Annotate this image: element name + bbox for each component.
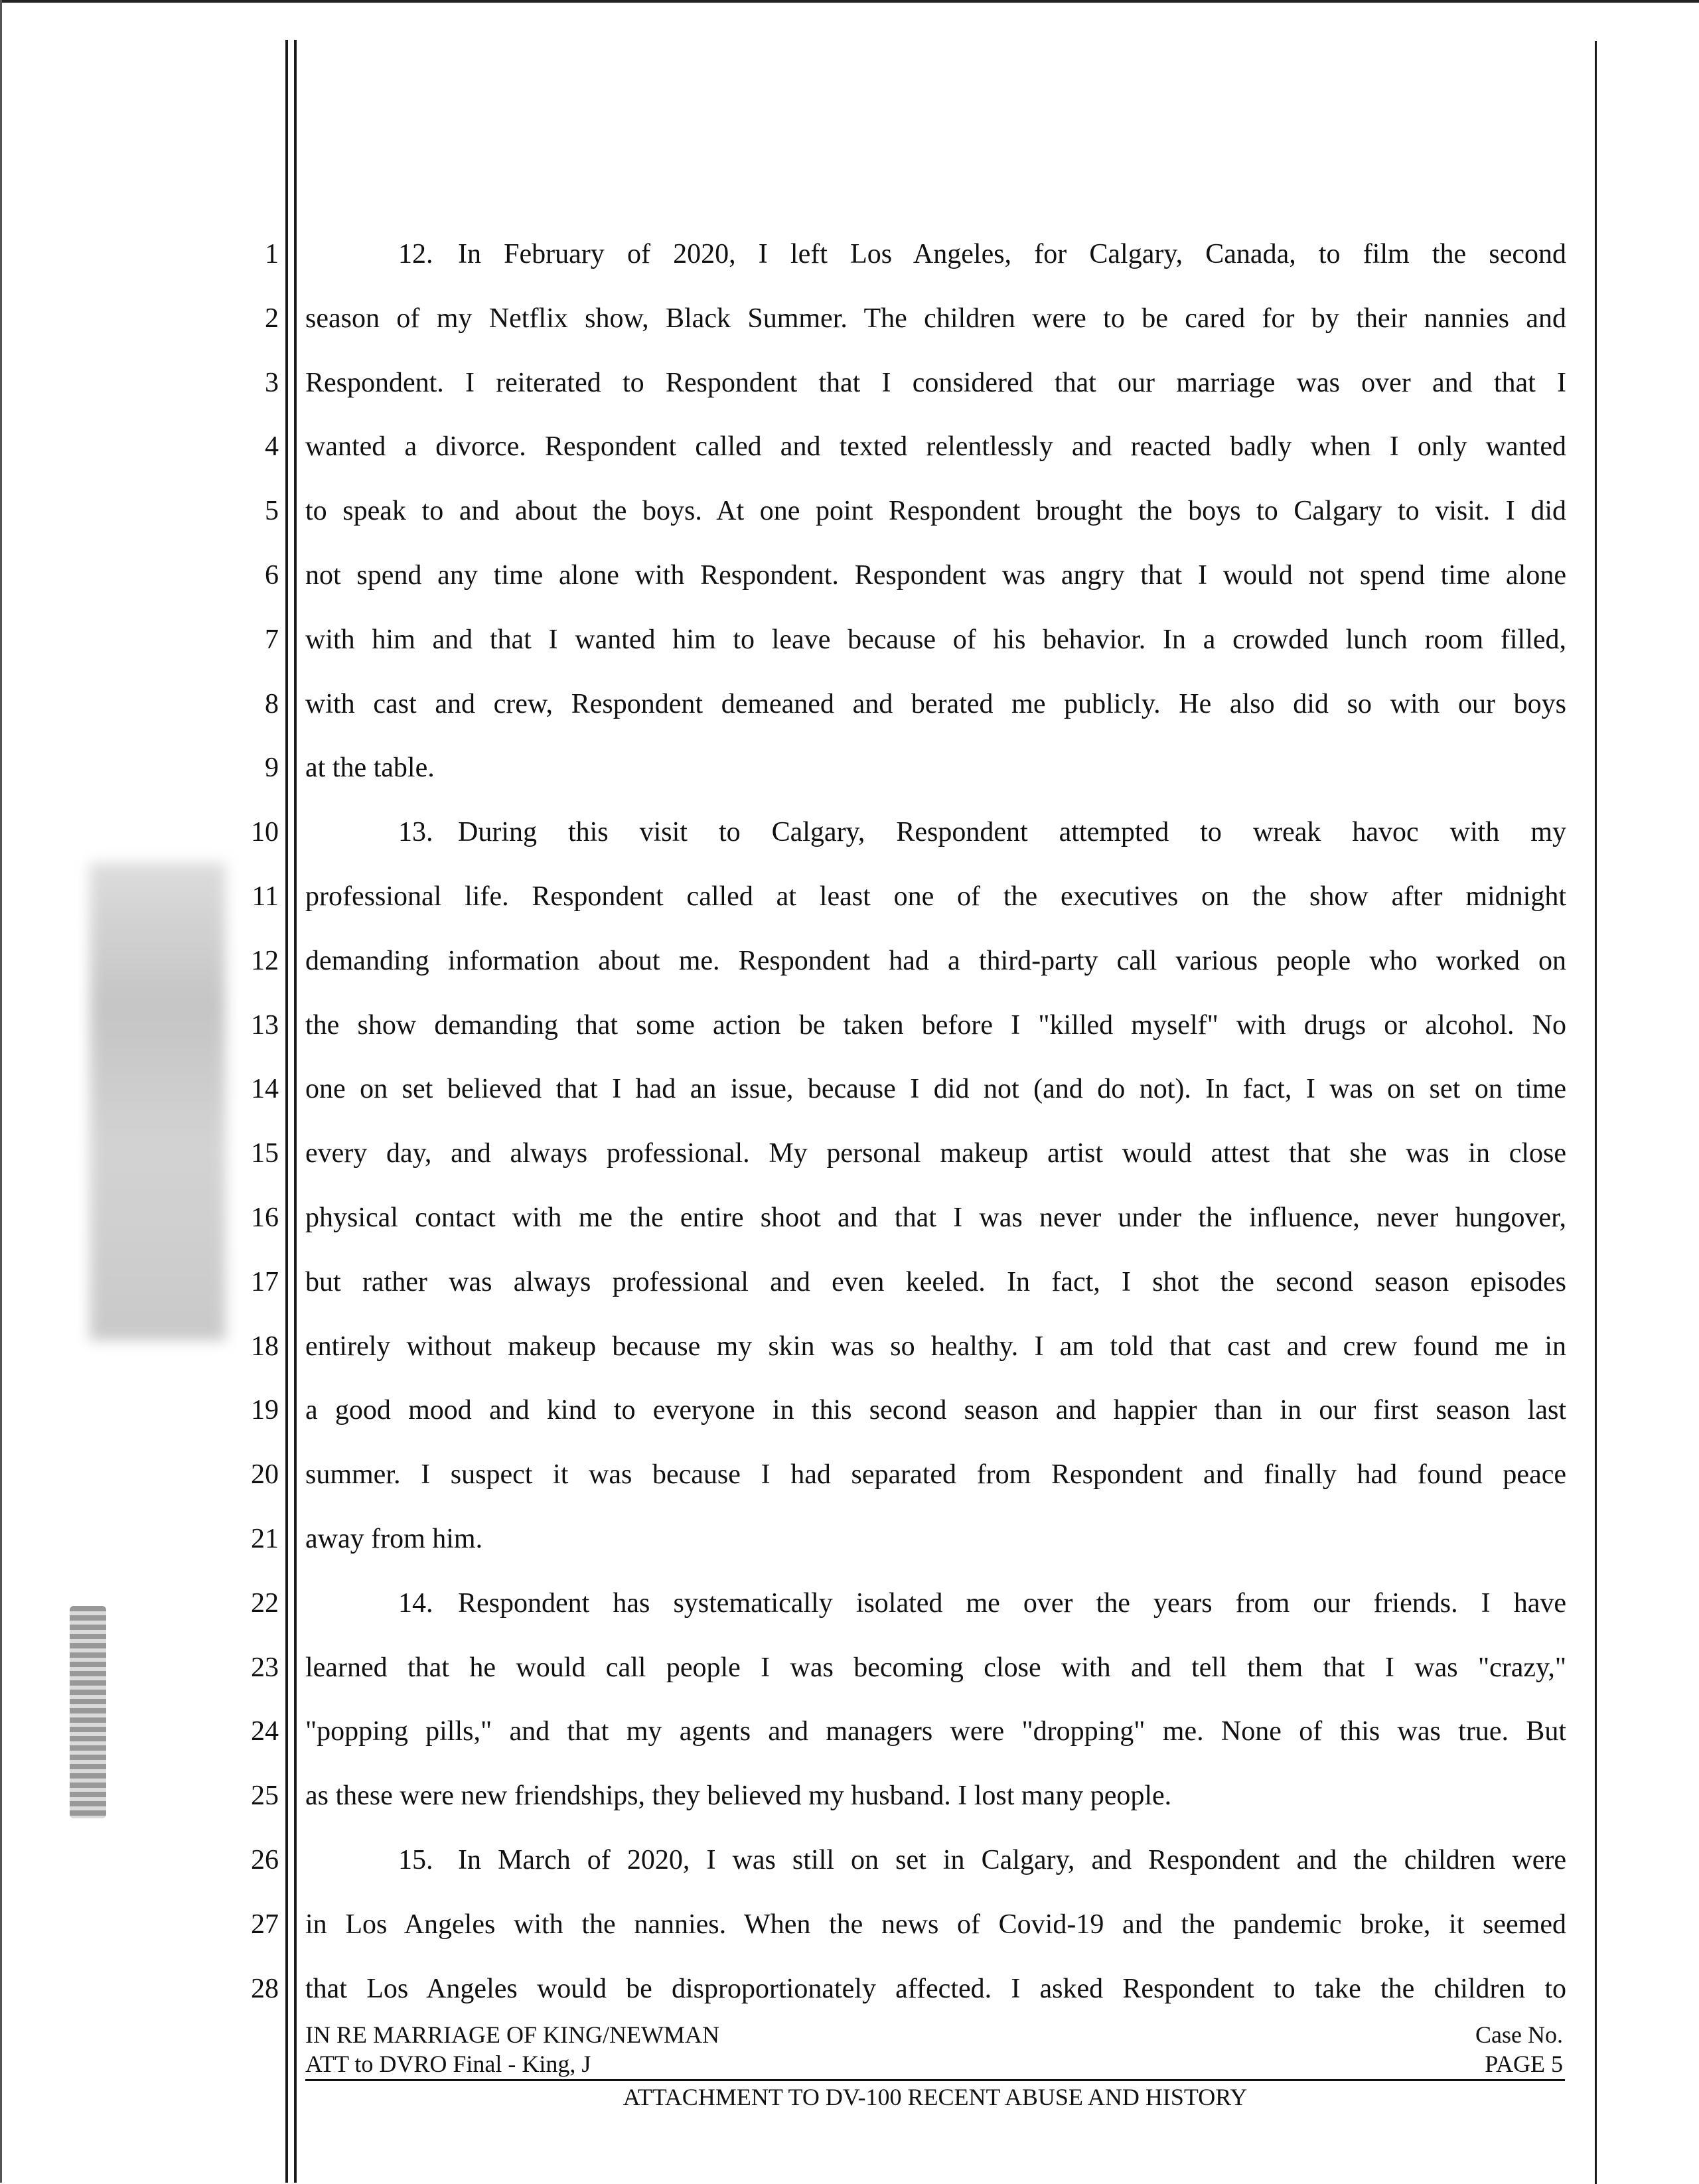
paragraph-number: 13. (398, 817, 433, 848)
line-number: 26 (251, 1845, 279, 1875)
body-text-line: Respondent. I reiterated to Respondent that I considered that our marriage was over and that I (305, 367, 1566, 398)
line-number: 14 (251, 1074, 279, 1105)
line-number: 8 (265, 688, 279, 719)
line-number: 24 (251, 1716, 279, 1747)
line-number: 5 (265, 496, 279, 527)
line-number: 1 (265, 239, 279, 269)
scan-edge-left (0, 0, 2, 2183)
paragraph-first-line (305, 1589, 1566, 1617)
line-number: 2 (265, 303, 279, 334)
line-number: 9 (265, 753, 279, 784)
line-number: 6 (265, 560, 279, 591)
footer-attachment-title: ATTACHMENT TO DV-100 RECENT ABUSE AND HISTORY (623, 2084, 1248, 2110)
paragraph-number: 12. (398, 239, 433, 269)
line-number: 4 (265, 431, 279, 463)
body-text-line: physical contact with me the entire shoot and that I was never under the influence, never hungover, (305, 1202, 1566, 1233)
body-text-line: "popping pills," and that my agents and managers were "dropping" me. None of this was true. But (305, 1716, 1566, 1747)
line-number: 27 (251, 1909, 279, 1940)
line-number: 17 (251, 1266, 279, 1297)
line-number: 25 (251, 1781, 279, 1812)
paragraph-text: Respondent has systematically isolated me over the years from our friends. I have (458, 1587, 1566, 1619)
line-number: 19 (251, 1395, 279, 1426)
paragraph-first-line (305, 240, 1566, 268)
line-number: 22 (251, 1587, 279, 1619)
right-margin-rule (1595, 41, 1597, 2184)
scan-edge-top (0, 0, 1699, 3)
body-text-line: with cast and crew, Respondent demeaned and berated me publicly. He also did so with our boys (305, 688, 1566, 719)
paragraph-number: 15. (398, 1845, 433, 1875)
line-number: 10 (251, 817, 279, 848)
body-text-line: demanding information about me. Respondent had a third-party call various people who worked on (305, 945, 1566, 976)
body-text-line: at the table. (305, 753, 435, 784)
paragraph-text: In February of 2020, I left Los Angeles, for Calgary, Canada, to film the second (458, 239, 1566, 269)
line-number: 11 (252, 881, 279, 912)
left-margin-rule (285, 40, 288, 2183)
body-text-line: as these were new friendships, they believed my husband. I lost many people. (305, 1781, 1172, 1812)
line-number: 15 (251, 1138, 279, 1169)
body-text-line: every day, and always professional. My personal makeup artist would attest that she was in close (305, 1138, 1566, 1169)
body-text-line: to speak to and about the boys. At one point Respondent brought the boys to Calgary to visit. I did (305, 496, 1566, 527)
line-number: 28 (251, 1973, 279, 2004)
line-number: 20 (251, 1459, 279, 1491)
body-text-line: wanted a divorce. Respondent called and texted relentlessly and reacted badly when I only wanted (305, 431, 1566, 463)
line-number: 23 (251, 1652, 279, 1683)
body-text-line: but rather was always professional and even keeled. In fact, I shot the second season episodes (305, 1266, 1566, 1297)
body-text-line: one on set believed that I had an issue, because I did not (and do not). In fact, I was on set on time (305, 1074, 1566, 1105)
body-text-line: with him and that I wanted him to leave because of his behavior. In a crowded lunch room filled, (305, 624, 1566, 655)
footer-divider (305, 2079, 1565, 2081)
footer-page-number: PAGE 5 (1485, 2051, 1563, 2077)
paragraph-first-line (305, 818, 1566, 846)
body-text-line: learned that he would call people I was becoming close with and tell them that I was "crazy," (305, 1652, 1566, 1683)
paragraph-number: 14. (398, 1587, 433, 1619)
paragraph-text: During this visit to Calgary, Respondent attempted to wreak havoc with my (458, 817, 1566, 848)
redacted-blur-area (90, 863, 226, 1341)
paragraph-text: In March of 2020, I was still on set in Calgary, and Respondent and the children were (458, 1845, 1566, 1875)
body-text-line: in Los Angeles with the nannies. When the news of Covid-19 and the pandemic broke, it seemed (305, 1909, 1566, 1940)
body-text-line: summer. I suspect it was because I had separated from Respondent and finally had found peace (305, 1459, 1566, 1491)
body-text-line: a good mood and kind to everyone in this second season and happier than in our first season last (305, 1395, 1566, 1426)
body-text-line: away from him. (305, 1524, 483, 1554)
line-number: 18 (251, 1331, 279, 1362)
line-number: 13 (251, 1009, 279, 1041)
body-text-line: professional life. Respondent called at least one of the executives on the show after midnight (305, 881, 1566, 912)
footer-case-title: IN RE MARRIAGE OF KING/NEWMAN (305, 2021, 719, 2048)
body-text-line: the show demanding that some action be taken before I "killed myself" with drugs or alcohol. No (305, 1009, 1566, 1041)
line-number: 7 (265, 624, 279, 655)
body-text-line: that Los Angeles would be disproportionately affected. I asked Respondent to take the children to (305, 1973, 1566, 2004)
line-number: 16 (251, 1202, 279, 1233)
body-text-line: entirely without makeup because my skin was so healthy. I am told that cast and crew found me in (305, 1331, 1566, 1362)
vertical-filing-stamp (70, 1606, 106, 1818)
line-number: 21 (251, 1524, 279, 1554)
paragraph-first-line (305, 1846, 1566, 1874)
footer-case-number: Case No. (1475, 2021, 1563, 2048)
footer-document-name: ATT to DVRO Final - King, J (305, 2051, 591, 2077)
line-number: 12 (251, 945, 279, 976)
line-number: 3 (265, 367, 279, 398)
left-margin-rule-inner (294, 40, 297, 2183)
body-text-line: season of my Netflix show, Black Summer. The children were to be cared for by their nannies and (305, 303, 1566, 334)
body-text-line: not spend any time alone with Respondent. Respondent was angry that I would not spend time alone (305, 560, 1566, 591)
